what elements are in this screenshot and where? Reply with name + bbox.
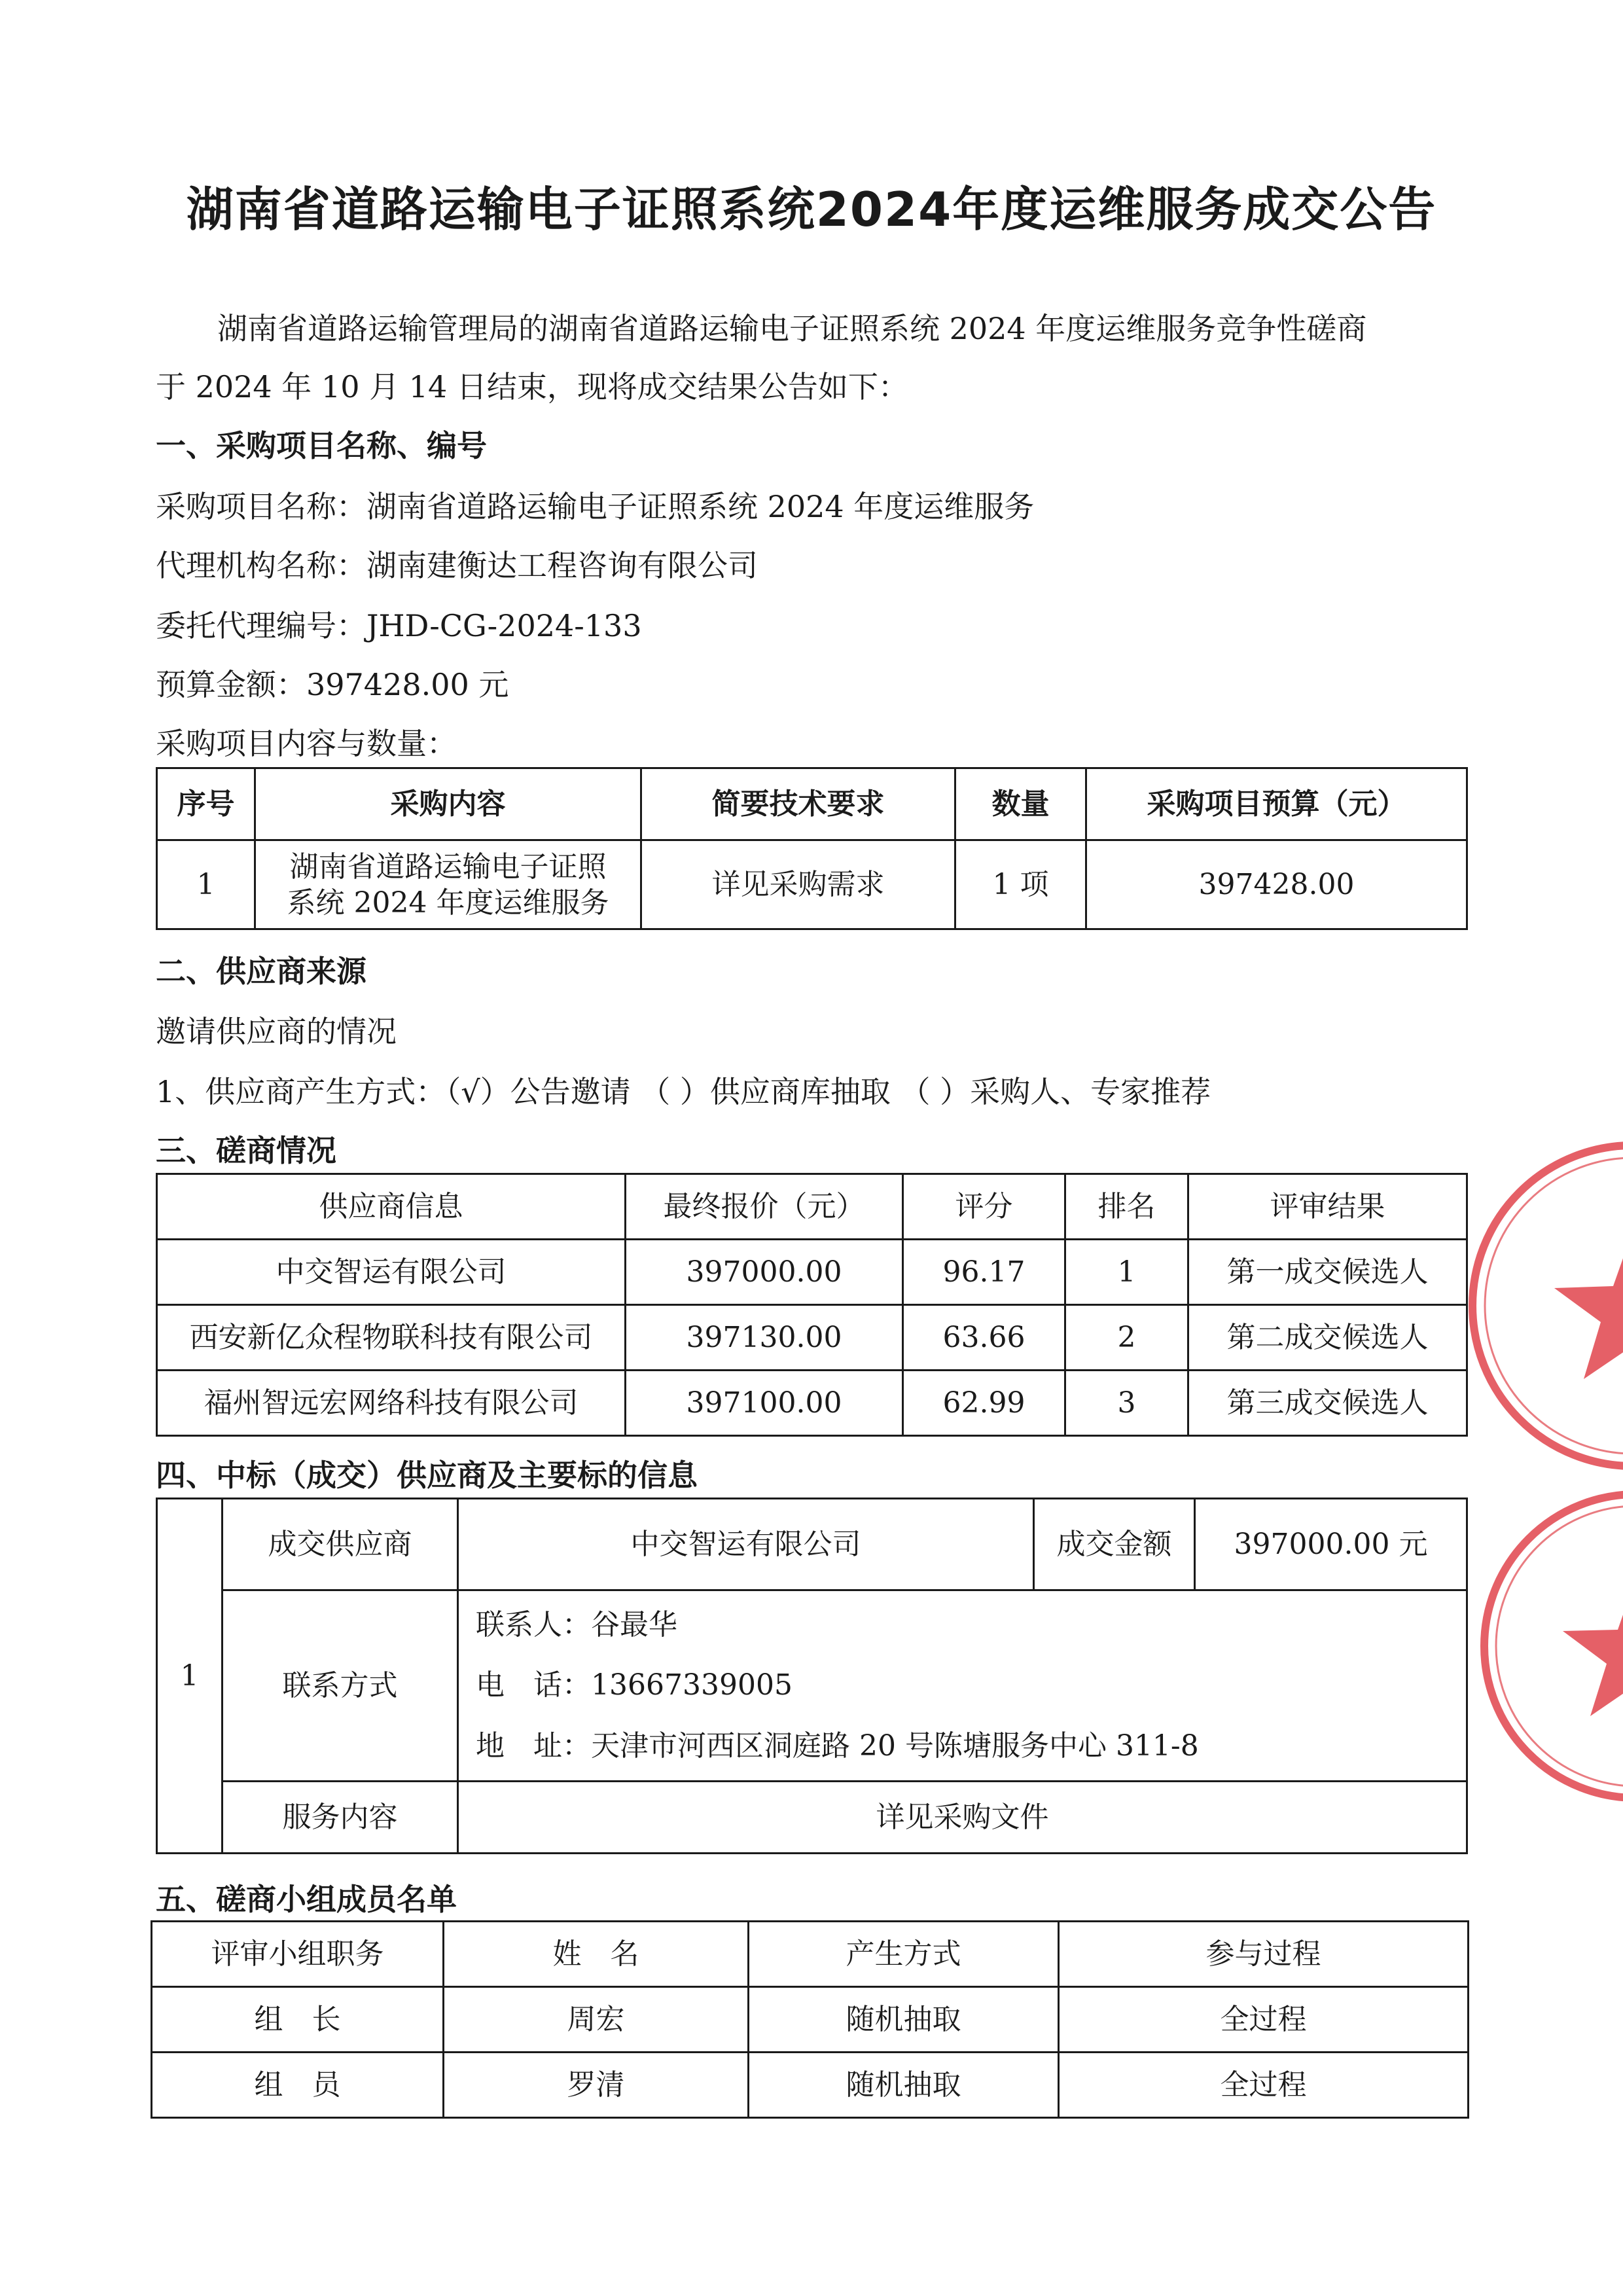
winner-no: 1	[157, 1499, 223, 1854]
table-row	[157, 1371, 1467, 1436]
seal-star-icon	[1554, 1230, 1623, 1379]
contact-address: 地 址：天津市河西区洞庭路 20 号陈塘服务中心 311-8	[476, 1729, 1199, 1763]
member-role: 组 员	[152, 2053, 444, 2118]
content-label: 采购项目内容与数量：	[156, 726, 457, 761]
supplier-rank: 2	[1065, 1305, 1188, 1371]
supplier-result: 第二成交候选人	[1188, 1305, 1467, 1371]
supplier-rank: 3	[1065, 1371, 1188, 1436]
intro-line-1: 湖南省道路运输管理局的湖南省道路运输电子证照系统 2024 年度运维服务竞争性磋商	[217, 311, 1367, 346]
procurement-table	[156, 767, 1468, 930]
th-process: 参与过程	[1059, 1922, 1469, 1987]
member-name: 罗清	[444, 2053, 749, 2118]
th-requirements: 简要技术要求	[641, 768, 955, 840]
agency-code: 委托代理编号：JHD-CG-2024-133	[156, 608, 642, 643]
contact-phone: 电 话：13667339005	[476, 1668, 793, 1702]
supplier-score: 96.17	[903, 1240, 1065, 1305]
supplier-name: 中交智运有限公司	[157, 1240, 626, 1305]
winner-supplier: 中交智运有限公司	[458, 1499, 1034, 1590]
section2-heading: 二、供应商来源	[156, 954, 366, 989]
table-row	[152, 1987, 1469, 2053]
th-score: 评分	[903, 1174, 1065, 1240]
th-rank: 排名	[1065, 1174, 1188, 1240]
contact-label: 联系方式	[223, 1590, 458, 1782]
winner-supplier-label: 成交供应商	[223, 1499, 458, 1590]
supplier-result: 第一成交候选人	[1188, 1240, 1467, 1305]
panel-table	[151, 1920, 1469, 2119]
negotiation-table	[156, 1173, 1468, 1437]
cell-content-line1: 湖南省道路运输电子证照	[289, 850, 607, 884]
supplier-price: 397130.00	[626, 1305, 903, 1371]
contact-person: 联系人：谷最华	[476, 1607, 677, 1641]
contact-info	[458, 1590, 1467, 1782]
member-method: 随机抽取	[749, 2053, 1059, 2118]
member-method: 随机抽取	[749, 1987, 1059, 2053]
page-title: 湖南省道路运输电子证照系统2024年度运维服务成交公告	[186, 182, 1437, 237]
cell-requirements: 详见采购需求	[641, 840, 955, 929]
member-process: 全过程	[1059, 1987, 1469, 2053]
section2-sub: 邀请供应商的情况	[156, 1014, 397, 1049]
intro-line-2: 于 2024 年 10 月 14 日结束，现将成交结果公告如下：	[156, 369, 908, 404]
th-quantity: 数量	[955, 768, 1086, 840]
supplier-score: 63.66	[903, 1305, 1065, 1371]
th-role: 评审小组职务	[152, 1922, 444, 1987]
table-row	[157, 1305, 1467, 1371]
supplier-name: 西安新亿众程物联科技有限公司	[157, 1305, 626, 1371]
winner-amount-label: 成交金额	[1034, 1499, 1195, 1590]
th-method: 产生方式	[749, 1922, 1059, 1987]
th-final-price: 最终报价（元）	[626, 1174, 903, 1240]
th-supplier-info: 供应商信息	[157, 1174, 626, 1240]
th-name: 姓 名	[444, 1922, 749, 1987]
table-row	[157, 840, 1467, 929]
service-label: 服务内容	[223, 1782, 458, 1854]
cell-no: 1	[157, 840, 255, 929]
supplier-method: 1、供应商产生方式：（√）公告邀请 （ ）供应商库抽取 （ ）采购人、专家推荐	[156, 1074, 1211, 1109]
cell-content-line2: 系统 2024 年度运维服务	[287, 886, 609, 920]
th-no: 序号	[157, 768, 255, 840]
th-content: 采购内容	[255, 768, 641, 840]
budget-amount: 预算金额：397428.00 元	[156, 667, 509, 702]
winner-amount: 397000.00 元	[1195, 1499, 1467, 1590]
supplier-result: 第三成交候选人	[1188, 1371, 1467, 1436]
supplier-price: 397100.00	[626, 1371, 903, 1436]
cell-budget: 397428.00	[1086, 840, 1467, 929]
supplier-rank: 1	[1065, 1240, 1188, 1305]
seal-star-icon	[1563, 1577, 1623, 1716]
service-content: 详见采购文件	[458, 1782, 1467, 1854]
section1-heading: 一、采购项目名称、编号	[156, 428, 487, 463]
supplier-price: 397000.00	[626, 1240, 903, 1305]
cell-content	[255, 840, 641, 929]
member-process: 全过程	[1059, 2053, 1469, 2118]
winner-table	[156, 1498, 1468, 1854]
table-row	[152, 2053, 1469, 2118]
supplier-score: 62.99	[903, 1371, 1065, 1436]
agency-name: 代理机构名称：湖南建衡达工程咨询有限公司	[156, 548, 758, 583]
cell-quantity: 1 项	[955, 840, 1086, 929]
section5-heading: 五、磋商小组成员名单	[156, 1882, 457, 1917]
section3-heading: 三、磋商情况	[156, 1133, 336, 1168]
supplier-name: 福州智远宏网络科技有限公司	[157, 1371, 626, 1436]
section4-heading: 四、中标（成交）供应商及主要标的信息	[156, 1458, 698, 1493]
member-role: 组 长	[152, 1987, 444, 2053]
member-name: 周宏	[444, 1987, 749, 2053]
project-name: 采购项目名称：湖南省道路运输电子证照系统 2024 年度运维服务	[156, 489, 1035, 524]
th-budget: 采购项目预算（元）	[1086, 768, 1467, 840]
table-row	[157, 1240, 1467, 1305]
th-result: 评审结果	[1188, 1174, 1467, 1240]
